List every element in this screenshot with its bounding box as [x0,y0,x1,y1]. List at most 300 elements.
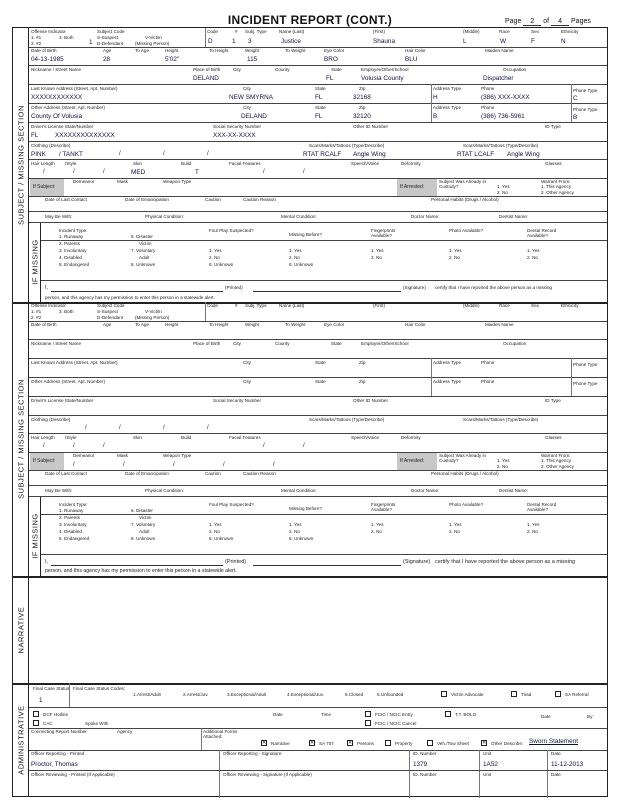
s2-it-6: 6. Disaster [131,508,153,513]
unit-value[interactable]: 1A52 [483,761,498,768]
s2-employer: Employer/Other/School [361,341,409,346]
s2-age: Age [103,322,112,327]
s2-hair-color: Hair Color [405,322,426,327]
s2-it-6b: Victim [139,515,152,520]
rev-id-number-label: ID. Number [413,772,437,777]
additional-forms-label: Additional Forms Attached: [203,729,238,740]
triad-checkbox[interactable] [511,691,517,697]
id-number-label: ID. Number [413,751,437,756]
phone-label: Phone [481,86,495,91]
clothing-value-2[interactable]: / TANKT [59,151,83,158]
fcic-cancel-label: FCIC / NCIC Cancel [375,721,417,726]
s2-it-5: 5. Endangered [59,536,90,541]
s2-dl: Driver's License State/Number [31,398,94,403]
hair-color-value[interactable]: BLU [405,56,418,63]
scar1b-value[interactable]: Angle Wing [353,151,386,158]
dental-yes: 1. Yes [527,248,540,253]
s2-it-8: 8. Unknown [131,536,156,541]
eye-color-value[interactable]: BRO [324,56,338,63]
weapon-type-label: Weapon Type [163,179,192,184]
address-value[interactable]: XXXXXXXXXXXX [31,94,83,101]
fc-6: 6.Unfounded [377,692,404,697]
bolo-by-label: By: [587,714,594,719]
code-value[interactable]: D [208,38,213,45]
s2-caution: Caution [205,471,221,476]
sc-v-label: V-Victim [145,35,162,40]
warrant-other-agency: 2. Other Agency [541,190,574,195]
sa707-checkbox[interactable] [309,740,315,746]
height-value[interactable]: 5'02" [165,56,180,63]
s2-num: # [235,303,238,308]
scar1-value[interactable]: RTAT RCALF [303,151,342,158]
agency-label: Agency [117,729,133,734]
s2-dental-no: 2. No [527,529,538,534]
pob-state-label: State [331,67,342,72]
subj-type-label: Subj. Type [245,29,267,34]
offense-indicator-value[interactable]: 1 [89,39,93,46]
occupation-label: Occupation [503,67,527,72]
other-describe-value[interactable]: Sworn Statement [529,738,579,745]
mb-yes: 1. Yes [289,248,302,253]
s2-fingerprints-no: 2. No [371,529,382,534]
officer-reporting-label: Officer Reporting - Printed [31,751,85,756]
connecting-report-label: Connecting Report Number [31,729,87,734]
other-zip-value[interactable]: 32120 [353,113,371,120]
section-label-narrative: NARRATIVE [13,576,29,683]
warrant-from-label: Warrant From: [541,179,571,184]
report-form: SUBJECT / MISSING SECTION IF MISSING Offense Indicator 1. #1 2. #2 3. Both 1 Subject Code S-Suspect D-Defendant V-Victim (Missing Person) Code D # 1 Subj. Type 3 Name (Last) Justice (First) Shauna (Middle) L Race W Sex F Ethnicity N Date of Birth 04-13-1985 Age 28 To Age Height 5'02" To Height Weight 115 To Weight Eye Color BRO Hair Color BLU Maiden Name Nickname / Street Name Place of Birth City DELAND County State FL Employer/Other/School Volusia County Occupation Dispatcher Last Known Address (Street, Apt. Number) XXXXXXXXXXXX City NEW SMYRNA State FL Zip 32168 Address Type H Phone (386) XXX-XXXX Phone Type C Other Address (Street, Apt. Number) County Of Volusia City DELAND State FL Zip 32120 Address Type B Phone (386) 736-5961 Phone Type B Driver's License State/Number FL XXXXXXXXXXXXXX Social Security Number XXX-XX-XXXX Other ID Number ID Type Clothing (Describe) PINK / TANKT / / / Scars/Marks/Tattoos (Type/Describe) Scars/Marks/Tattoos (Type/Describe) RTAT RCALF Angle Wing RTAT LCALF Angle Wing Hair Length /Style Skin MED Build Facial Features T Speech/Voice Deformity Glasses / / / / / If Subject: Demeanor Mask Weapon Type If Arrested: Subject Was Already in Custody? 1. Yes 2. No Warrant From: 1. This Agency 2. Other Agency Date of Last Contact Date of Emancipation Caution Caution Reason Personal Habits (Drugs / Alcohol) May Be With: Physical Condition: Mental Condition: Doctor Name: Dentist Name: Incident Type: 1. Runaway 2. Parents 3. Involuntary 4. Disabled 5. Endangered 6. Disaster Victim 7. Voluntary Adult 8. Unknown Foul Play Suspected? 1. Yes 2. No 8. Unknown Missing Before? 1. Yes 2. No 8. Unknown Fingerprints Available? 1. Yes 2. No Photo Available? 1. Yes 2. No Dental Record Available? 1. Yes 2. No I, (Printed) (Signature) certify that I have reported the above person as a missing person, and this agency has my permission to enter this person in a statewide alert. SUBJECT / MISSING SECTION IF MISSING Offense Indicator 1. #1 2. #2 3. Both Subject Code S-Suspect D-Defendant V-Victim (Missing Person) Code # Subj. Type Name (Last) (First) (Middle) Race Sex Ethnicity Date of Birth Age To Age Height To Height Weight To Weight Eye Color Hair Color Maiden Name Nickname / Street Name Place of Birth City County State Employer/Other/School Occupation Last Known Address (Street, Apt. Number) City State Zip Address Type Phone Phone Type Other Address (Street, Apt. Number) City State Zip Address Type Phone Phone Type Driver's License State/Number Social Security Number Other ID Number ID Type Clothing (Describe) / / / / Scars/Marks/Tattoos (Type/Describe) Scars/Marks/Tattoos (Type/Describe) Hair Length /Style Skin Build Facial Features Speech/Voice Deformity Glasses / / / / / If Subject: Demeanor Mask Weapon Type / / / / / If Arrested: Subject Was Already in Custody? 1. Yes 2. No Warrant From: 1. This Agency 2. Other Agency Date of Last Contact Date of Emancipation Caution Caution Reason Personal Habits (Drugs / Alcohol) May Be With: Physical Condition: Mental Condition: Doctor Name: Dentist Name: Incident Type: 1. Runaway 2. Parents 3. Involuntary 4. Disabled 5. Endangered 6. Disaster Victim 7. Voluntary Adult 8. Unknown Foul Play Suspected? 1. Yes 2. No 8. Unknown Missing Before? 1. Yes 2. No 8. Unknown Fingerprints Available? 1. Yes 2. No Photo Available? 1. Yes 2. No Dental Record Available? 1. Yes 2. No I, (Printed) (Signature) certify that I have reported the above person as a missing person, and this agency has my permission to enter this person in a statewide alert. NARRATIVE ADMINISTRATIVE Final Case Status 1 Final Case Status Codes: 1.Arrest/Adult 2.Arrest/Juv. 3.Exceptional/Adult 4.Exceptional/Juv. 5.Closed 6.Unfounded Victim Advocate Triad SA Referral DCF Hotline CAC Spoke With Date Time FCIC / NCIC Entry FCIC / NCIC Cancel T.T. BOLO Date By: Connecting Report Number Agency Additional Forms Attached: ✕ Narrative ✕ SA 707 ✕ Persons Property Veh./Tow Sheet ✕ Other Describe: Sworn Statement Officer Reporting - Printed Proctor, Thomas Officer Reporting - Signature ID. Number 1379 Unit 1A52 Date 11-12-2013 Officer Reviewing - Printed (If Applicable) Officer Reviewing - Signature (If Applicable) ID. Number Unit Date [12,27,608,797]
subject-code-label: Subject Code [97,29,125,34]
s2-other-address: Other Address (Street, Apt. Number) [31,379,106,384]
other-describe-label: Other Describe: [491,741,524,746]
phone-value[interactable]: (386) XXX-XXXX [481,94,530,101]
fc-5: 5.Closed [345,692,364,697]
s2-other-addr-type: Address Type [433,379,462,384]
maiden-name-label: Maiden Name [485,48,514,53]
s2-oi-3: 3. Both [59,309,74,314]
fp-unknown: 8. Unknown [209,262,234,267]
spoke-with-label: Spoke With [85,721,109,726]
dl-state-value[interactable]: FL [31,132,39,139]
s2-printed: (Printed) [225,559,247,565]
sa707-label: SA 707 [319,741,334,746]
last-contact-label: Date of Last Contact [45,197,87,202]
other-state-value[interactable]: FL [315,113,323,120]
to-height-label: To Height [209,48,229,53]
s2-mental: Mental Condition: [281,488,317,493]
if-subject-label: If Subject: [33,184,56,190]
custody-label: Subject Was Already in Custody? [439,179,487,190]
s2-sex: Sex [531,303,539,308]
other-id-label: Other ID Number [353,124,388,129]
fcic-entry-checkbox[interactable] [365,711,371,717]
pob-state-value[interactable]: FL [326,75,334,82]
caution-label: Caution [205,197,221,202]
s2-other-agency: 2. Other Agency [541,464,574,469]
s2-other-zip: Zip [359,379,366,384]
photo-no: 2. No [449,255,460,260]
s2-ssn: Social Security Number [213,398,261,403]
clothing-label: Clothing (Describe) [31,143,71,148]
s2-state: State [315,360,326,365]
s2-eye-color: Eye Color [324,322,345,327]
custody-no: 2. No [497,190,508,195]
addr-state-value[interactable]: FL [315,94,323,101]
persons-checkbox[interactable] [347,740,353,746]
id-type-label: ID Type [545,124,561,129]
s2-deformity: Deformity [401,435,421,440]
s2-fp-no: 2. No [209,529,220,534]
s2-fingerprints: Fingerprints Available? [371,502,396,513]
certify-text: certify that I have reported the above person as a missing [435,285,552,290]
s2-it-4: 4. Disabled [59,529,82,534]
s2-maiden-name: Maiden Name [485,322,514,327]
doctor-name-label: Doctor Name: [411,214,440,219]
s2-scars-1: Scars/Marks/Tattoos (Type/Describe) [309,417,385,422]
s2-certify-2: person, and this agency has my permission to enter this person in a statewide alert. [45,568,237,574]
s2-build: Build [181,435,192,440]
subj-type-value[interactable]: 3 [248,38,252,45]
s2-physical: Physical Condition: [145,488,185,493]
s2-hair-length: Hair Length [31,435,55,440]
addr-zip-label: Zip [359,86,366,91]
s2-ethnicity: Ethnicity [561,303,579,308]
scar2-value[interactable]: RTAT LCALF [457,151,495,158]
tt-bolo-checkbox[interactable] [445,711,451,717]
incident-type-label: Incident Type: [59,228,88,233]
ethnicity-value[interactable]: N [561,38,566,45]
of-label: of [543,18,550,25]
dental-label: Dental Record Available? [527,228,557,239]
employer-value[interactable]: Volusia County [361,75,404,82]
s2-last-address: Last Known Address (Street, Apt. Number) [31,360,118,365]
s2-weight: Weight [245,322,260,327]
weight-label: Weight [245,48,260,53]
addr-state-label: State [315,86,326,91]
fcic-cancel-checkbox[interactable] [365,720,371,726]
employer-label: Employer/Other/School [361,67,409,72]
emancipation-label: Date of Emancipation [125,197,169,202]
officer-sig-label: Officer Reporting - Signature [223,751,282,756]
persons-label: Persons [357,741,374,746]
s2-to-age: To Age [135,322,150,327]
veh-tow-checkbox[interactable] [427,740,433,746]
other-phone-type-label: Phone Type [573,107,598,112]
s2-it-7: 7. Voluntary [131,522,156,527]
scar2b-value[interactable]: Angle Wing [507,151,540,158]
s2-if-arrested: If Arrested: [400,458,425,464]
other-state-label: State [315,105,326,110]
facial-label: Facial Features [229,161,261,166]
s2-city: City [243,360,251,365]
s2-first: (First) [373,303,385,308]
facial-value[interactable]: T [195,169,199,176]
s2-phone: Phone [481,360,495,365]
age-label: Age [103,48,112,53]
it-7: 7. Voluntary [131,248,156,253]
race-value[interactable]: W [500,38,507,45]
s2-may-be-with: May Be With: [45,488,73,493]
it-1: 1. Runaway [59,234,84,239]
sa-referral-checkbox[interactable] [555,691,561,697]
other-address-label: Other Address (Street, Apt. Number) [31,105,106,110]
mask-label: Mask [117,179,128,184]
oi-3-label: 3. Both [59,35,74,40]
officer-reporting-value[interactable]: Proctor, Thomas [31,761,78,768]
pob-county-label: County [275,67,290,72]
page-number[interactable]: 2 [523,18,541,26]
s2-speech: Speech/Voice [351,435,380,440]
admin-date-label: Date [273,712,283,717]
page-total[interactable]: 4 [551,18,569,26]
other-checkbox[interactable] [481,740,487,746]
veh-tow-label: Veh./Tow Sheet [437,741,469,746]
to-weight-label: To Weight [285,48,306,53]
foul-play-label: Foul Play Suspected? [209,228,254,233]
narrative-cb-label: Narrative [271,741,290,746]
s2-other-phone-type: Phone Type [573,381,598,386]
speech-label: Speech/Voice [351,161,380,166]
officer-date-value[interactable]: 11-12-2013 [551,761,584,768]
build-label: Build [181,161,192,166]
sc-d-label: D-Defendant [97,41,124,46]
nickname-label: Nickname / Street Name [31,67,82,72]
s2-custody-no: 2. No [497,464,508,469]
s2-it-3: 3. Involuntary [59,522,87,527]
offense-indicator-label: Offense Indicator [31,29,66,34]
photo-yes: 1. Yes [449,248,462,253]
s2-signature: (Signature) [403,559,431,565]
s2-glasses: Glasses [545,435,562,440]
property-checkbox[interactable] [385,740,391,746]
s2-i-label: I, [45,559,49,565]
demeanor-label: Demeanor [73,179,95,184]
s2-photo-yes: 1. Yes [449,522,462,527]
s2-photo: Photo Available? [449,502,484,507]
s2-mb-unknown: 8. Unknown [289,536,314,541]
other-phone-value[interactable]: (386) 736-5961 [481,113,525,120]
name-last-value[interactable]: Justice [281,38,301,45]
warrant-this-agency: 1. This Agency [541,184,572,189]
dental-no: 2. No [527,255,538,260]
other-city-label: City [243,105,251,110]
other-phone-type-value[interactable]: B [573,114,578,121]
s2-last-contact: Date of Last Contact [45,471,87,476]
place-of-birth-label: Place of Birth [193,67,221,72]
s2-fingerprints-yes: 1. Yes [371,522,384,527]
unit-label: Unit [483,751,492,756]
s2-sc-d: D-Defendant [97,315,124,320]
s2-clothing: Clothing (Describe) [31,417,71,422]
addr-type-value[interactable]: H [433,94,438,101]
other-addr-type-label: Address Type [433,105,462,110]
s2-race: Race [499,303,510,308]
s2-height: Height [165,322,179,327]
s2-code: Code [207,303,218,308]
s2-middle: (Middle) [463,303,480,308]
narrative-checkbox[interactable] [261,740,267,746]
victim-advocate-checkbox[interactable] [441,691,447,697]
addr-type-label: Address Type [433,86,462,91]
page-label: Page [505,18,522,25]
sc-m-label: (Missing Person) [135,41,170,46]
it-5: 5. Endangered [59,262,90,267]
fc-4: 4.Exceptional/Juv. [287,692,324,697]
s2-zip: Zip [359,360,366,365]
ssn-value[interactable]: XXX-XX-XXXX [213,132,256,139]
sex-value[interactable]: F [531,38,535,45]
skin-value[interactable]: MED [131,169,146,176]
s2-weapon-type: Weapon Type [163,453,192,458]
s2-other-id: Other ID Number [353,398,388,403]
name-last-label: Name (Last) [279,29,305,34]
other-address-value[interactable]: County Of Volusia [31,113,83,120]
it-7b: Adult [139,255,150,260]
phone-type-label: Phone Type [573,88,598,93]
photo-label: Photo Available? [449,228,484,233]
signature-label: (Signature) [403,285,426,290]
num-value[interactable]: 1 [232,38,236,45]
fcic-entry-label: FCIC / NCIC Entry [375,712,413,717]
s2-fp-unknown: 8. Unknown [209,536,234,541]
dcf-hotline-label: DCF Hotline [43,712,69,717]
it-8: 8. Unknown [131,262,156,267]
s2-pob-state: State [331,341,342,346]
first-value[interactable]: Shauna [373,38,396,45]
oi-1-label: 1. #1 [31,35,42,40]
eye-color-label: Eye Color [324,48,345,53]
ethnicity-label: Ethnicity [561,29,579,34]
phone-type-value[interactable]: C [573,95,578,102]
to-age-label: To Age [135,48,150,53]
section-label-subject-1: SUBJECT / MISSING SECTION [13,28,29,302]
s2-subj-type: Subj. Type [245,303,267,308]
first-label: (First) [373,29,385,34]
missing-before-label: Missing Before? [289,232,322,237]
sc-s-label: S-Suspect [97,35,119,40]
tt-bolo-label: T.T. BOLO [455,712,477,717]
it-6: 6. Disaster [131,234,153,239]
s2-addr-type: Address Type [433,360,462,365]
s2-subject-code: Subject Code [97,303,125,308]
s2-occupation: Occupation [503,341,527,346]
clothing-value[interactable]: PINK [31,151,46,158]
glasses-label: Glasses [545,161,562,166]
weight-value[interactable]: 115 [247,56,258,63]
dentist-name-label: Dentist Name: [499,214,529,219]
skin-label: Skin [133,161,142,166]
addr-city-value[interactable]: NEW SMYRNA [229,94,274,101]
middle-value[interactable]: L [463,38,467,45]
addr-zip-value[interactable]: 32168 [353,94,371,101]
other-zip-label: Zip [359,105,366,110]
id-number-value[interactable]: 1379 [413,761,428,768]
occupation-value[interactable]: Dispatcher [483,75,514,82]
officer-reviewing-label: Officer Reviewing - Printed (If Applicable) [31,772,115,777]
addr-city-label: City [243,86,251,91]
s2-custody-yes: 1. Yes [497,458,510,463]
s2-sc-v: V-Victim [145,309,162,314]
habits-label: Personal Habits (Drugs / Alcohol) [431,197,499,202]
last-address-label: Last Known Address (Street, Apt. Number) [31,86,118,91]
race-label: Race [499,29,510,34]
hair-length-label: Hair Length [31,161,55,166]
oi-2-label: 2. #2 [31,41,42,46]
it-6b: Victim [139,241,152,246]
s2-to-weight: To Weight [285,322,306,327]
s2-dob: Date of Birth [31,322,57,327]
cac-label: CAC [43,721,53,726]
cac-checkbox[interactable] [33,720,39,726]
victim-advocate-label: Victim Advocate [451,692,484,697]
other-phone-label: Phone [481,105,495,110]
s2-dental: Dental Record Available? [527,502,557,513]
fingerprints-yes: 1. Yes [371,248,384,253]
rev-date-label: Date [551,772,561,777]
mb-no: 2. No [289,255,300,260]
s2-mb-no: 2. No [289,529,300,534]
mental-condition-label: Mental Condition: [281,214,317,219]
num-label: # [235,29,238,34]
officer-rev-sig-label: Officer Reviewing - Signature (If Applicable) [223,772,312,777]
s2-oi-1: 1. #1 [31,309,42,314]
it-3: 3. Involuntary [59,248,87,253]
other-city-value[interactable]: DELAND [241,113,267,120]
s2-custody: Subject Was Already in Custody? [439,453,487,464]
hair-color-label: Hair Color [405,48,426,53]
pob-city-label: City [233,67,241,72]
pob-city-value[interactable]: DELAND [193,75,219,82]
other-addr-type-value[interactable]: B [433,113,438,120]
s2-other-state: State [315,379,326,384]
certify-text-2: person, and this agency has my permission to enter this person in a statewide alert. [45,295,215,300]
scars-label-2: Scars/Marks/Tattoos (Type/Describe) [463,143,539,148]
s2-sc-m: (Missing Person) [135,315,170,320]
s2-dentist: Dentist Name: [499,488,529,493]
s2-facial: Facial Features [229,435,261,440]
s2-name-last: Name (Last) [279,303,305,308]
section-label-administrative: ADMINISTRATIVE [13,683,29,796]
height-label: Height [165,48,179,53]
s2-photo-no: 2. No [449,529,460,534]
s2-missing-before: Missing Before? [289,506,322,511]
fc-1: 1.Arrest/Adult [133,692,161,697]
s2-incident-type: Incident Type: [59,502,88,507]
s2-mb-yes: 1. Yes [289,522,302,527]
s2-style: /Style [65,435,77,440]
fingerprints-no: 2. No [371,255,382,260]
dl-number-value[interactable]: XXXXXXXXXXXXXX [55,132,115,139]
deformity-label: Deformity [401,161,421,166]
sa-referral-label: SA Referral [565,692,589,697]
age-value[interactable]: 28 [103,56,111,63]
final-case-status-label: Final Case Status [33,686,70,691]
s2-pob-county: County [275,341,290,346]
if-arrested-label: If Arrested: [400,184,425,190]
scars-label-1: Scars/Marks/Tattoos (Type/Describe) [309,143,385,148]
s2-offense-indicator-label: Offense Indicator [31,303,66,308]
sex-label: Sex [531,29,539,34]
s2-scars-2: Scars/Marks/Tattoos (Type/Describe) [463,417,539,422]
s2-dental-yes: 1. Yes [527,522,540,527]
bolo-date-label: Date [541,714,551,719]
dcf-hotline-checkbox[interactable] [33,711,39,717]
narrative-area[interactable] [29,576,607,683]
s2-skin: Skin [133,435,142,440]
pages-label: Pages [571,18,591,25]
dob-value[interactable]: 04-13-1985 [31,56,64,63]
final-case-status-value[interactable]: 1 [39,697,43,704]
